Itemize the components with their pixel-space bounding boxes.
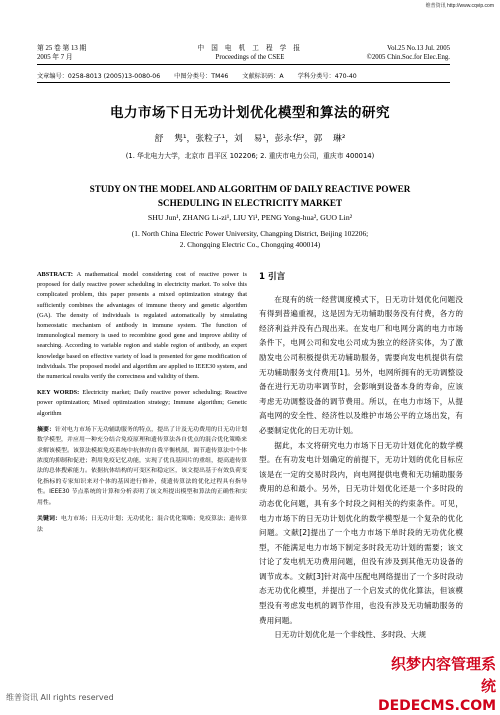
issue-date: 2005 年 7 月 bbox=[37, 54, 73, 61]
article-number: 文章编号：0258-8013 (2005)13-0080-06 bbox=[37, 73, 161, 80]
volume-issue: 第 25 卷 第 13 期 bbox=[37, 45, 87, 52]
volume-en: Vol.25 No.13 Jul. 2005 bbox=[387, 45, 450, 52]
abstract-text: A mathematical model considering cost of reactive power is proposed for daily reactive power scheduling in electricity market. To solve this complicated problem, this paper presents a mixed optimization strategy that sufficiently combines the advantages of immune theory and genetic algorithm (GA). The density of individuals is regulated automatically by simulating homeostatic mechanism of antibody in immune system. The function of immunological memory is used to recombine good gene and improve ability of searching. According to variable region and stable region of antibody, an expert knowledge based on effective variety of load is presented for gene modification of individuals. The proposed model and algorithm are applied to IEEE30 system, and the numerical results verify the correctness and validity of them. bbox=[37, 271, 247, 381]
authors-cn: 舒 隽¹，张粒子¹，刘 易¹，彭永华²，郭 琳² bbox=[154, 134, 346, 144]
article-meta-line bbox=[37, 71, 450, 80]
document-code: 文献标识码：A bbox=[242, 73, 284, 80]
paper-title-en bbox=[50, 182, 450, 210]
abstract-cn-text: 针对电力市场下无功辅助服务的特点，提出了计及无功费用的日无功计划数学模型，并应用一种充分结合免疫原理和遗传算法各自优点的混合优化策略来求解该模型。该算法模拟免疫系统中抗体的自我平衡机制，调节遗传算法中个体浓度的抑制和促进；利用免疫记忆功能，实现了优良基因片的重组，提高遗传算法的总体搜索能力。依据抗体结构的可变区和稳定区，该文提出基于有效负荷变化指标的专家知识来对个体的基因进行修补，使遗传算法的优化过程具有指导性。IEEE30 节点系统的计算和分析表明了该文所提出模型和算法的正确性和实用性。 bbox=[37, 426, 248, 506]
header-rule bbox=[37, 64, 450, 65]
section-heading-intro: 1 引言 bbox=[259, 272, 286, 282]
journal-name-cn: 中 国 电 机 工 程 学 报 bbox=[197, 44, 303, 52]
affiliation-en-line1: (1. North China Electric Power University, Changping District, Beijing 102206; bbox=[131, 229, 369, 238]
abstract-column bbox=[37, 270, 247, 541]
intro-paragraph-1: 在现有的统一经营调度模式下，日无功计划优化问题没有得到普遍重视，这是因为无功辅助服务没有付费，各方的经济利益并没有凸现出来。在发电厂和电网分离的电力市场条件下，电网公司和发电公司成为独立的经济实体，为了激励发电公司积极提供无功辅助服务，需要向发电机提供有偿无功辅助服务支付费用[1]。另外，电网所拥有的无功调整设备在进行无功功率调节时，会影响到设备本身的寿命，应该考虑无功调整设备的调节费用。所以，在电力市场下，从提高电网的安全性、经济性以及维护市场公平的立场出发，有必要制定优化的日无功计划。 bbox=[259, 294, 463, 435]
class-number: 中图分类号：TM46 bbox=[174, 73, 229, 80]
paper-title-en-line1: STUDY ON THE MODEL AND ALGORITHM OF DAILY REACTIVE POWER bbox=[89, 184, 411, 194]
authors-en: SHU Jun¹, ZHANG Li-zi¹, LIU Yi¹, PENG Yong-hua², GUO Lin² bbox=[147, 213, 353, 222]
abstract-label: ABSTRACT: bbox=[37, 271, 73, 278]
introduction-column bbox=[259, 270, 463, 643]
journal-name-en: Proceedings of the CSEE bbox=[215, 54, 285, 61]
journal-volume-info bbox=[37, 44, 86, 62]
affiliation-en bbox=[50, 228, 450, 250]
watermark-logo-url: DEDECMS.COM bbox=[378, 698, 497, 714]
watermark-logo bbox=[378, 653, 497, 714]
watermark-left: 维普资讯 All rights reserved bbox=[6, 693, 114, 702]
keywords-text: Electricity market; Daily reactive power scheduling; Reactive power optimization; Mixed optimization strategy; Immune algorithm; Genetic algorithm bbox=[37, 389, 248, 417]
paper-title-cn: 电力市场下日无功计划优化模型和算法的研究 bbox=[110, 105, 390, 121]
keywords-label: KEY WORDS: bbox=[37, 389, 80, 397]
watermark-logo-cn: 织梦内容管理系统 bbox=[390, 655, 496, 695]
paper-title-en-line2: SCHEDULING IN ELECTRICITY MARKET bbox=[157, 198, 343, 208]
abstract-cn bbox=[37, 425, 247, 508]
affiliation-cn: (1. 华北电力大学，北京市 昌平区 102206; 2. 重庆市电力公司，重庆市 400014) bbox=[125, 152, 375, 160]
abstract-cn-label: 摘要： bbox=[37, 426, 56, 433]
subject-code: 学科分类号：470-40 bbox=[297, 73, 357, 80]
journal-volume-en bbox=[367, 44, 450, 62]
intro-paragraph-2: 据此，本文将研究电力市场下日无功计划优化的数学模型。在有功发电计划确定的前提下，无功计划的优化目标应该是在一定的交易时段内，向电网提供电费和无功辅助服务费用的总和最小。另外，日无功计划优化还是一个多时段的动态优化问题，具有多个时段之间相关的约束条件。可见，电力市场下的日无功计划优化的数学模型是一个复杂的优化问题。文献[2]提出了一个电力市场下单时段的无功优化模型，不能满足电力市场下制定多时段无功计划的需要；该文讨论了发电机无功费用问题，但没有涉及到其他无功设备的调节成本。文献[3]针对高中压配电网络提出了一个多时段动态无功优化模型，并提出了一个启发式的优化算法，但该模型没有考虑发电机的调节作用，也没有涉及无功辅助服务的费用问题。 bbox=[259, 440, 463, 625]
meta-rule bbox=[37, 82, 450, 83]
corner-source-text: 维普资讯 http://www.cqvip.com bbox=[425, 3, 494, 9]
keywords-en bbox=[37, 388, 247, 419]
keywords-cn bbox=[37, 514, 247, 535]
abstract-en bbox=[37, 270, 247, 382]
affiliation-en-line2: 2. Chongqing Electric Co., Chongqing 400014) bbox=[179, 240, 321, 249]
keywords-cn-label: 关键词： bbox=[37, 516, 62, 523]
journal-name bbox=[150, 44, 350, 62]
intro-paragraph-3: 日无功计划优化是一个非线性、多时段、大规 bbox=[274, 630, 427, 640]
copyright: ©2005 Chin.Soc.for Elec.Eng. bbox=[366, 54, 450, 61]
keywords-cn-text: 电力市场；日无功计划；无功优化；混合优化策略；免疫算法；遗传算法 bbox=[37, 516, 248, 533]
